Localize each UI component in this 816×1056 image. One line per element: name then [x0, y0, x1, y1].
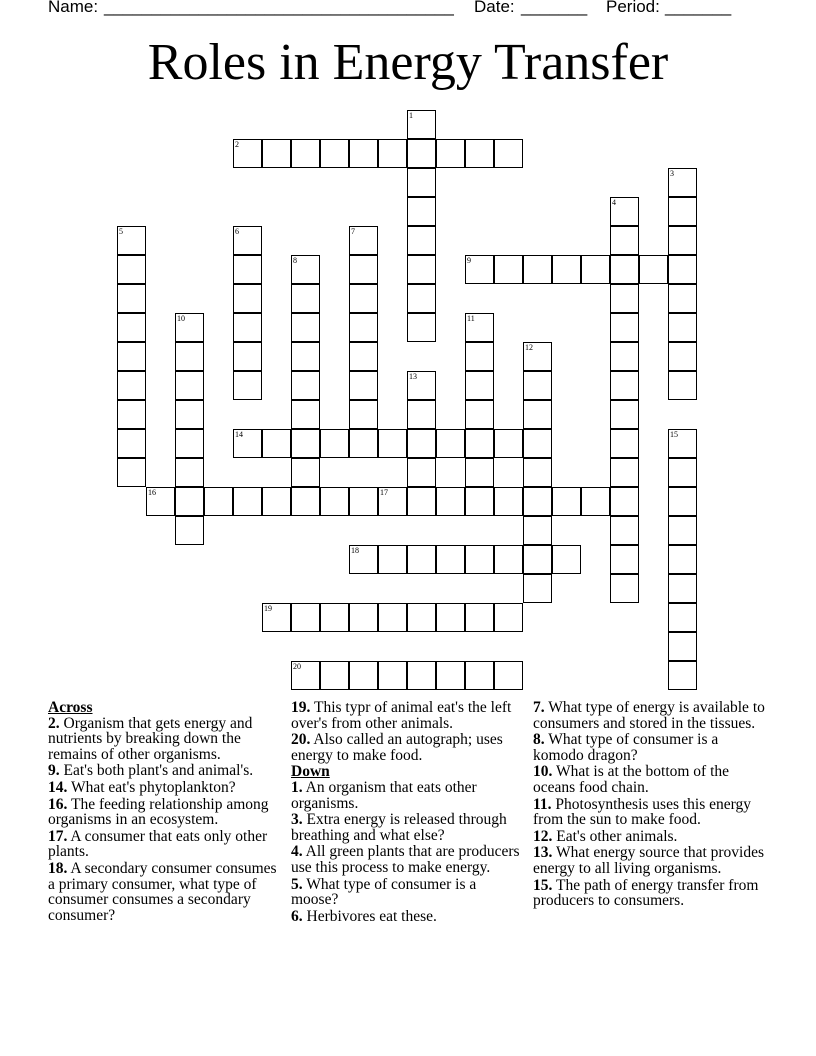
clue-start-number: 1: [409, 111, 413, 120]
grid-cell[interactable]: [465, 603, 494, 632]
grid-cell[interactable]: [407, 284, 436, 313]
grid-cell[interactable]: [175, 429, 204, 458]
grid-cell[interactable]: [523, 574, 552, 603]
grid-cell[interactable]: [407, 139, 436, 168]
grid-cell[interactable]: [117, 400, 146, 429]
grid-cell[interactable]: [349, 661, 378, 690]
grid-cell[interactable]: [349, 342, 378, 371]
clue-text: The path of energy transfer from producers to consumers.: [533, 876, 759, 910]
grid-cell[interactable]: [610, 429, 639, 458]
clue-start-number: 9: [467, 256, 471, 265]
grid-cell[interactable]: [668, 516, 697, 545]
grid-cell[interactable]: [291, 342, 320, 371]
grid-cell[interactable]: [494, 255, 523, 284]
clue-text: The feeding relationship among organisms in an ecosystem.: [48, 795, 269, 829]
clue-start-number: 8: [293, 256, 297, 265]
clue-start-number: 7: [351, 227, 355, 236]
grid-cell[interactable]: [668, 632, 697, 661]
clue-start-number: 19: [264, 604, 272, 613]
grid-cell[interactable]: [378, 139, 407, 168]
across-heading: Across: [48, 699, 93, 716]
grid-cell[interactable]: [349, 371, 378, 400]
grid-cell[interactable]: [668, 661, 697, 690]
clue-number: 5.: [291, 875, 303, 893]
grid-cell[interactable]: [233, 342, 262, 371]
date-line[interactable]: _______: [521, 0, 588, 16]
grid-cell[interactable]: [204, 487, 233, 516]
clue-number: 3.: [291, 811, 303, 829]
clue-text: Organism that gets energy and nutrients by breaking down the remains of other organisms.: [48, 714, 253, 763]
clue-start-number: 14: [235, 430, 243, 439]
clue-number: 11.: [533, 795, 552, 813]
grid-cell[interactable]: [407, 400, 436, 429]
grid-cell[interactable]: [610, 545, 639, 574]
down-heading: Down: [291, 763, 330, 781]
grid-cell[interactable]: [494, 139, 523, 168]
clue-number: 13.: [533, 844, 553, 862]
grid-cell[interactable]: [436, 487, 465, 516]
clue-down-7: [533, 700, 771, 731]
grid-cell[interactable]: [552, 487, 581, 516]
clue-text: What eat's phytoplankton?: [70, 778, 236, 796]
grid-cell[interactable]: [175, 458, 204, 487]
clue-down-3: [291, 812, 523, 843]
clue-down-1: [291, 780, 523, 811]
grid-cell[interactable]: [668, 458, 697, 487]
clue-down-4: [291, 844, 523, 875]
clue-text: Eat's both plant's and animal's.: [63, 762, 254, 780]
grid-cell[interactable]: [117, 342, 146, 371]
clue-start-number: 10: [177, 314, 185, 323]
grid-cell[interactable]: [349, 284, 378, 313]
grid-cell[interactable]: [668, 545, 697, 574]
grid-cell[interactable]: [436, 139, 465, 168]
grid-cell[interactable]: [668, 284, 697, 313]
grid-cell[interactable]: [117, 313, 146, 342]
grid-cell[interactable]: [668, 197, 697, 226]
clue-down-10: [533, 764, 771, 795]
clue-down-11: [533, 797, 771, 828]
grid-cell[interactable]: [407, 545, 436, 574]
grid-cell[interactable]: [407, 255, 436, 284]
grid-cell[interactable]: [320, 429, 349, 458]
clue-across-19: [291, 700, 523, 731]
grid-cell[interactable]: [407, 313, 436, 342]
grid-cell[interactable]: [349, 603, 378, 632]
grid-cell[interactable]: [581, 487, 610, 516]
grid-cell[interactable]: [291, 313, 320, 342]
grid-cell[interactable]: [523, 371, 552, 400]
grid-cell[interactable]: [117, 371, 146, 400]
clue-down-13: [533, 845, 771, 876]
period-label: Period:: [606, 0, 660, 16]
grid-cell[interactable]: [262, 429, 291, 458]
grid-cell[interactable]: [291, 139, 320, 168]
grid-cell[interactable]: [523, 400, 552, 429]
clue-text: What type of energy is available to consumers and stored in the tissues.: [533, 699, 765, 732]
clues-column-3: [533, 700, 771, 910]
grid-cell[interactable]: [523, 429, 552, 458]
clue-down-8: [533, 732, 771, 763]
grid-cell[interactable]: [494, 545, 523, 574]
grid-cell[interactable]: [436, 545, 465, 574]
grid-cell[interactable]: [465, 342, 494, 371]
clue-across-18: [48, 861, 280, 923]
clue-number: 15.: [533, 876, 553, 894]
grid-cell[interactable]: [465, 429, 494, 458]
grid-cell[interactable]: [291, 487, 320, 516]
clue-across-14: [48, 780, 280, 796]
grid-cell[interactable]: [262, 139, 291, 168]
grid-cell[interactable]: [262, 487, 291, 516]
clue-text: Also called an autograph; uses energy to make food.: [291, 731, 503, 764]
grid-cell[interactable]: [610, 400, 639, 429]
grid-cell[interactable]: [233, 487, 262, 516]
grid-cell[interactable]: [291, 603, 320, 632]
clue-across-9: [48, 763, 280, 779]
clues-column-2: [291, 700, 523, 925]
clue-text: Eat's other animals.: [556, 827, 678, 845]
clue-text: A secondary consumer consumes a primary consumer, what type of consumer consumes a secondary consumer?: [48, 859, 277, 924]
grid-cell[interactable]: [407, 197, 436, 226]
grid-cell[interactable]: [378, 603, 407, 632]
grid-cell[interactable]: [668, 603, 697, 632]
name-line[interactable]: _____________________________________: [104, 0, 454, 16]
grid-cell[interactable]: [610, 487, 639, 516]
grid-cell[interactable]: [552, 545, 581, 574]
clue-text: Extra energy is released through breathing and what else?: [291, 811, 507, 844]
grid-cell[interactable]: [610, 458, 639, 487]
grid-cell[interactable]: [175, 371, 204, 400]
grid-cell[interactable]: [639, 255, 668, 284]
grid-cell[interactable]: [465, 545, 494, 574]
clue-down-15: [533, 878, 771, 909]
clue-start-number: 20: [293, 662, 301, 671]
clue-text: Photosynthesis uses this energy from the sun to make food.: [533, 795, 752, 829]
grid-cell[interactable]: [610, 284, 639, 313]
clue-text: All green plants that are producers use this process to make energy.: [291, 843, 520, 876]
grid-cell[interactable]: [320, 603, 349, 632]
grid-cell[interactable]: [668, 255, 697, 284]
grid-cell[interactable]: [610, 313, 639, 342]
clue-text: This typr of animal eat's the left over's from other animals.: [291, 699, 512, 732]
clue-number: 14.: [48, 778, 68, 796]
grid-cell[interactable]: [436, 603, 465, 632]
clue-number: 6.: [291, 907, 303, 925]
clue-down-5: [291, 877, 523, 908]
clue-number: 9.: [48, 762, 60, 780]
clue-number: 20.: [291, 731, 311, 749]
grid-cell[interactable]: [610, 371, 639, 400]
date-label: Date:: [474, 0, 515, 16]
clue-start-number: 13: [409, 372, 417, 381]
grid-cell[interactable]: [291, 458, 320, 487]
clue-down-12: [533, 829, 771, 845]
grid-cell[interactable]: [233, 313, 262, 342]
clue-down-6: [291, 909, 523, 925]
clue-start-number: 5: [119, 227, 123, 236]
grid-cell[interactable]: [320, 661, 349, 690]
grid-cell[interactable]: [175, 487, 204, 516]
grid-cell[interactable]: [349, 139, 378, 168]
grid-cell[interactable]: [233, 284, 262, 313]
grid-cell[interactable]: [378, 661, 407, 690]
clue-text: What energy source that provides energy to all living organisms.: [533, 844, 765, 877]
grid-cell[interactable]: [465, 371, 494, 400]
grid-cell[interactable]: [407, 661, 436, 690]
grid-cell[interactable]: [668, 226, 697, 255]
grid-cell[interactable]: [610, 516, 639, 545]
grid-cell[interactable]: [523, 516, 552, 545]
grid-cell[interactable]: [349, 313, 378, 342]
clue-start-number: 12: [525, 343, 533, 352]
grid-cell[interactable]: [610, 574, 639, 603]
period-line[interactable]: _______: [665, 0, 732, 16]
grid-cell[interactable]: [610, 342, 639, 371]
grid-cell[interactable]: [668, 342, 697, 371]
clue-number: 19.: [291, 699, 311, 716]
grid-cell[interactable]: [378, 429, 407, 458]
clue-across-20: [291, 732, 523, 763]
grid-cell[interactable]: [668, 313, 697, 342]
clue-number: 16.: [48, 795, 68, 813]
grid-cell[interactable]: [494, 487, 523, 516]
grid-cell[interactable]: [175, 516, 204, 545]
clue-start-number: 18: [351, 546, 359, 555]
clue-number: 8.: [533, 731, 545, 749]
clue-start-number: 2: [235, 140, 239, 149]
clue-start-number: 16: [148, 488, 156, 497]
grid-cell[interactable]: [117, 429, 146, 458]
clue-text: What type of consumer is a moose?: [291, 875, 477, 909]
clue-across-17: [48, 829, 280, 860]
grid-cell[interactable]: [668, 371, 697, 400]
clue-across-2: [48, 716, 280, 763]
grid-cell[interactable]: [407, 603, 436, 632]
clue-number: 10.: [533, 763, 553, 781]
grid-cell[interactable]: [610, 255, 639, 284]
grid-cell[interactable]: [465, 139, 494, 168]
clue-number: 12.: [533, 827, 553, 845]
grid-cell[interactable]: [175, 400, 204, 429]
name-label: Name:: [48, 0, 99, 16]
grid-cell[interactable]: [349, 429, 378, 458]
grid-cell[interactable]: [349, 255, 378, 284]
clue-start-number: 6: [235, 227, 239, 236]
grid-cell[interactable]: [291, 400, 320, 429]
grid-cell[interactable]: [436, 429, 465, 458]
clue-text: Herbivores eat these.: [306, 907, 437, 925]
grid-cell[interactable]: [465, 661, 494, 690]
clue-start-number: 15: [670, 430, 678, 439]
page-title: Roles in Energy Transfer: [147, 34, 669, 91]
grid-cell[interactable]: [494, 603, 523, 632]
clue-start-number: 11: [467, 314, 475, 323]
grid-cell[interactable]: [436, 661, 465, 690]
clue-number: 2.: [48, 714, 60, 732]
grid-cell[interactable]: [320, 487, 349, 516]
grid-cell[interactable]: [610, 226, 639, 255]
clue-text: A consumer that eats only other plants.: [48, 827, 268, 861]
clue-number: 18.: [48, 859, 68, 877]
clue-start-number: 4: [612, 198, 616, 207]
grid-cell[interactable]: [117, 458, 146, 487]
grid-cell[interactable]: [552, 255, 581, 284]
clue-number: 17.: [48, 827, 68, 845]
grid-cell[interactable]: [291, 429, 320, 458]
grid-cell[interactable]: [523, 255, 552, 284]
grid-cell[interactable]: [117, 284, 146, 313]
grid-cell[interactable]: [465, 487, 494, 516]
clues-column-1: [48, 700, 280, 924]
grid-cell[interactable]: [407, 458, 436, 487]
grid-cell[interactable]: [349, 487, 378, 516]
grid-cell[interactable]: [523, 545, 552, 574]
grid-cell[interactable]: [175, 342, 204, 371]
grid-cell[interactable]: [233, 255, 262, 284]
grid-cell[interactable]: [117, 255, 146, 284]
grid-cell[interactable]: [407, 168, 436, 197]
grid-cell[interactable]: [523, 458, 552, 487]
grid-cell[interactable]: [291, 284, 320, 313]
clue-text: What type of consumer is a komodo dragon?: [533, 731, 719, 764]
grid-cell[interactable]: [465, 458, 494, 487]
clue-number: 1.: [291, 778, 303, 796]
grid-cell[interactable]: [523, 487, 552, 516]
clue-start-number: 3: [670, 169, 674, 178]
grid-cell[interactable]: [407, 429, 436, 458]
grid-cell[interactable]: [465, 400, 494, 429]
clue-start-number: 17: [380, 488, 388, 497]
grid-cell[interactable]: [320, 139, 349, 168]
grid-cell[interactable]: [291, 371, 320, 400]
grid-cell[interactable]: [668, 574, 697, 603]
clue-number: 7.: [533, 699, 545, 716]
clue-text: An organism that eats other organisms.: [291, 778, 477, 812]
clue-text: What is at the bottom of the oceans food chain.: [533, 763, 730, 796]
grid-cell[interactable]: [407, 226, 436, 255]
grid-cell[interactable]: [581, 255, 610, 284]
grid-cell[interactable]: [378, 545, 407, 574]
clue-across-16: [48, 797, 280, 828]
grid-cell[interactable]: [233, 371, 262, 400]
grid-cell[interactable]: [668, 487, 697, 516]
grid-cell[interactable]: [494, 661, 523, 690]
grid-cell[interactable]: [349, 400, 378, 429]
grid-cell[interactable]: [407, 487, 436, 516]
clue-number: 4.: [291, 843, 303, 861]
grid-cell[interactable]: [494, 429, 523, 458]
